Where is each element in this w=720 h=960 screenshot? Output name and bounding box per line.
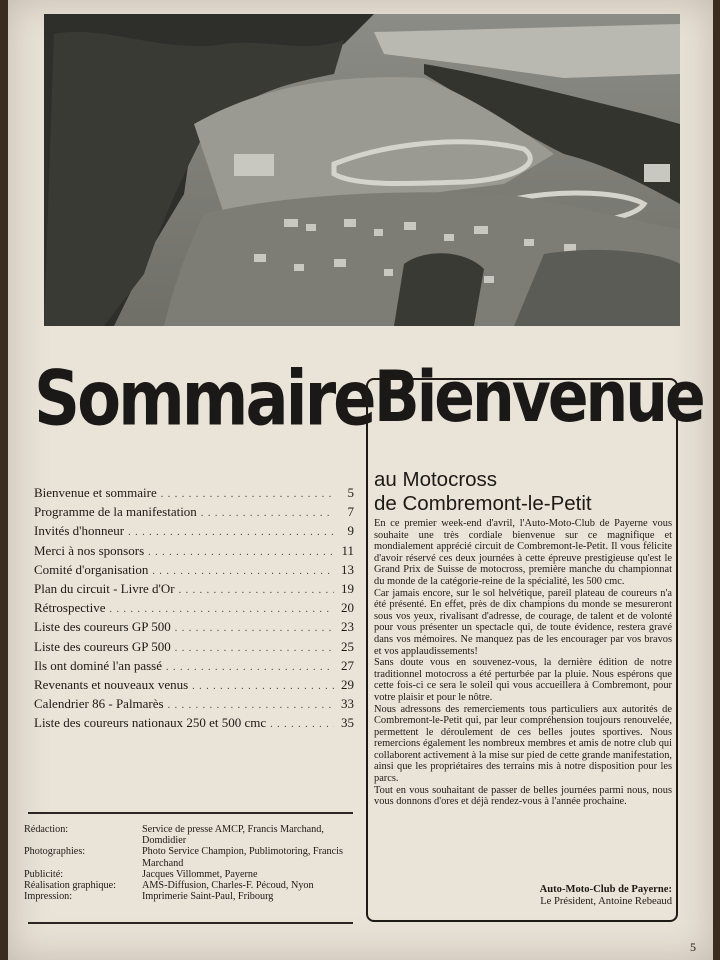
toc-entry <box>34 715 354 734</box>
toc-entry <box>34 677 354 696</box>
toc-entry-title: Comité d'organisation <box>34 561 149 577</box>
toc-entry-page: 33 <box>341 696 354 712</box>
toc-entry-title: Bienvenue et sommaire <box>34 485 157 500</box>
welcome-paragraph: Tout en vous souhaitant de passer de belles journées parmi nous, nous vous donnons d'ores et déjà rendez-vous à l'année prochaine. <box>374 784 672 808</box>
divider <box>28 922 353 924</box>
welcome-subtitle-line: de Combremont-le-Petit <box>374 492 592 515</box>
toc-entry-page: 23 <box>341 619 354 635</box>
credits-label: Publicité: <box>24 868 64 880</box>
toc-entry-title: Liste des coureurs GP 500 <box>34 638 171 654</box>
credits-value: Service de presse AMCP, Francis Marchand, Domdidier <box>142 824 324 847</box>
credits-row <box>24 891 359 902</box>
toc-entry-page: 19 <box>341 580 354 596</box>
toc-entry <box>34 523 354 542</box>
credits-row <box>24 880 359 891</box>
page-number: 5 <box>690 940 696 954</box>
toc-entry-page: 9 <box>347 523 354 539</box>
toc-entry-title: Invités d'honneur <box>34 523 125 539</box>
toc-entry-page: 20 <box>341 600 354 616</box>
toc-entry <box>34 504 354 523</box>
welcome-paragraph: En ce premier week-end d'avril, l'Auto-Moto-Club de Payerne vous souhaite une très cordiale bienvenue sur ce magnifique et mondialement apprécié circuit de Combremont-le-Petit. Il vous félicite d'avoir réservé ces deux journées à cette épreuve prestigieuse qu'est le Grand Prix de Suisse de motocross, première manche du championnat du monde de la catégorie-reine de la spécialité, les 500 cmc. <box>374 518 672 587</box>
signature-name: Le Président, Antoine Rebeaud <box>540 896 672 907</box>
welcome-paragraph: Car jamais encore, sur le sol helvétique, pareil plateau de coureurs n'a été présenté. En effet, près de dix champions du monde se mesureront sous vos yeux, rivalisant d'adresse, de courage, de talent et de volonté pour vous présenter un spectacle qui, de toute évidence, restera gravé dans vos mémoires. Ne manquez pas de les encourager par vos bravos et vos applaudissements! <box>374 587 672 657</box>
credits-label: Photographies: <box>24 846 86 858</box>
toc-entry-title: Revenants et nouveaux venus <box>34 676 189 692</box>
toc-entry-page: 29 <box>341 676 354 692</box>
toc-entry-title: Liste des coureurs nationaux 250 et 500 cmc <box>34 715 267 731</box>
welcome-paragraph: Sans doute vous en souvenez-vous, la dernière édition de notre traditionnel motocross a été perturbée par la pluie. Nous espérons que cette fois-ci ce sera le soleil qui vous accueillera à Combremont, pour votre plaisir et pour le nôtre. <box>374 657 672 703</box>
toc-entry-page: 25 <box>341 638 354 654</box>
credits-label: Réalisation graphique: <box>24 880 116 892</box>
credits-row <box>24 846 359 868</box>
credits-value: AMS-Diffusion, Charles-F. Pécoud, Nyon <box>142 880 314 892</box>
credits-value: Imprimerie Saint-Paul, Fribourg <box>142 891 274 903</box>
toc-entry-title: Merci à nos sponsors <box>34 542 145 558</box>
toc-entry-title: Plan du circuit - Livre d'Or <box>34 580 175 596</box>
signature <box>374 884 672 908</box>
toc-entry <box>34 658 354 677</box>
credits-value: Photo Service Champion, Publimotoring, Francis Marchand <box>142 846 343 869</box>
aerial-photo-icon <box>44 14 680 326</box>
toc-entry-title: Calendrier 86 - Palmarès <box>34 696 164 712</box>
credits-label: Rédaction: <box>24 824 69 835</box>
toc-entry <box>34 485 354 504</box>
credits-row <box>24 824 359 846</box>
toc-entry <box>34 696 354 715</box>
toc-entry-page: 35 <box>341 715 354 731</box>
aerial-photo <box>44 14 680 326</box>
toc-entry <box>34 581 354 600</box>
signature-club: Auto-Moto-Club de Payerne: <box>539 884 672 895</box>
toc-entry-title: Rétrospective <box>34 600 106 616</box>
bienvenue-heading: Bienvenue <box>374 356 703 439</box>
toc-entry-page: 11 <box>341 542 354 558</box>
credits-block <box>24 824 359 902</box>
welcome-subtitle <box>374 468 674 516</box>
toc-entry-title: Liste des coureurs GP 500 <box>34 619 171 635</box>
table-of-contents <box>34 485 354 734</box>
toc-entry-page: 13 <box>341 561 354 577</box>
toc-entry <box>34 639 354 658</box>
toc-entry <box>34 619 354 638</box>
divider <box>28 812 353 814</box>
toc-entry <box>34 600 354 619</box>
toc-entry-title: Ils ont dominé l'an passé <box>34 657 162 673</box>
credits-value: Jacques Villommet, Payerne <box>142 868 258 880</box>
welcome-paragraph: Nous adressons des remerciements tous particuliers aux autorités de Combremont-le-Petit qui, par leur compréhension toujours renouvelée, permettent le déroulement de ces belles joutes sportives. Nous remercions également les nombreux membres et amis de notre club qui collaborent activement à la mise sur pied de cette grande manifestation, ainsi que les propriétaires des terrains mis à notre disposition pour les parcs. <box>374 703 672 785</box>
toc-entry-title: Programme de la manifestation <box>34 504 197 520</box>
welcome-text <box>374 518 672 808</box>
credits-label: Impression: <box>24 891 73 903</box>
sommaire-heading: Sommaire <box>34 356 374 444</box>
toc-entry <box>34 562 354 581</box>
credits-row <box>24 869 359 880</box>
toc-entry-page: 27 <box>341 657 354 673</box>
welcome-subtitle-line: au Motocross <box>374 468 498 491</box>
toc-entry <box>34 543 354 562</box>
toc-entry-page: 7 <box>347 504 354 520</box>
toc-entry-page: 5 <box>347 485 354 500</box>
